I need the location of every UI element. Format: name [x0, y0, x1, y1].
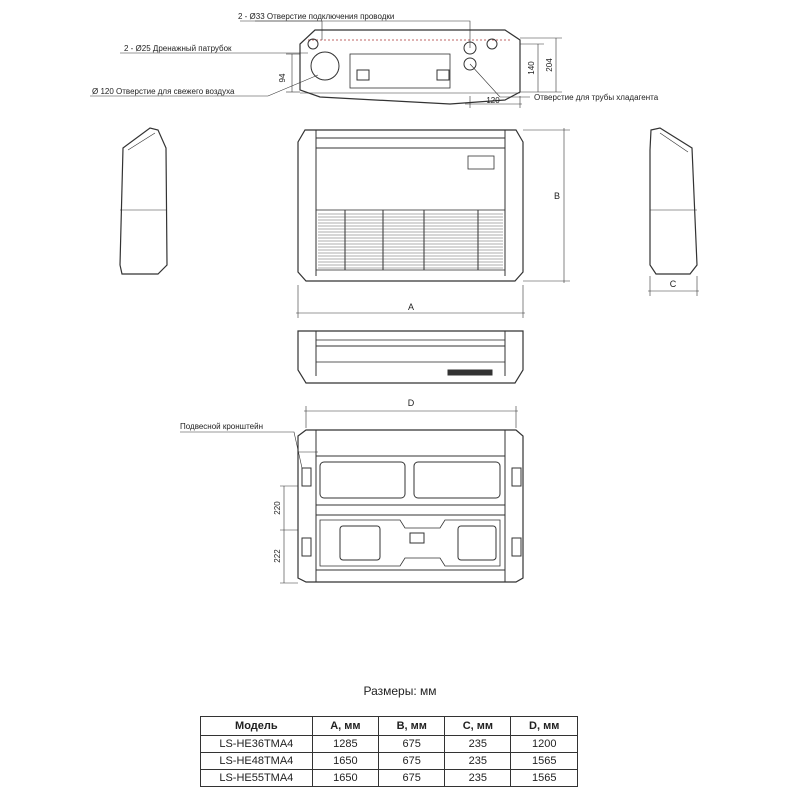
- plan-view: [298, 430, 523, 582]
- cell-model: LS-HE55TMA4: [201, 770, 313, 787]
- dim-120: 120: [486, 96, 500, 105]
- dim-b: B: [553, 191, 561, 201]
- dim-c: C: [669, 279, 677, 289]
- header-model: Модель: [201, 717, 313, 736]
- left-side-view: [120, 128, 167, 274]
- cell-c: 235: [445, 753, 511, 770]
- cell-model: LS-HE36TMA4: [201, 736, 313, 753]
- top-leaders: [90, 21, 530, 97]
- cell-b: 675: [379, 770, 445, 787]
- refrigerant-pipe-label: Отверстие для трубы хладагента: [534, 93, 659, 102]
- cell-d: 1200: [511, 736, 578, 753]
- dim-222: 222: [273, 549, 282, 563]
- cell-c: 235: [445, 736, 511, 753]
- cell-b: 675: [379, 753, 445, 770]
- cell-c: 235: [445, 770, 511, 787]
- cell-a: 1650: [312, 753, 379, 770]
- header-d: D, мм: [511, 717, 578, 736]
- right-side-view: [650, 128, 697, 274]
- header-a: A, мм: [312, 717, 379, 736]
- plan-dims: [180, 406, 518, 583]
- hanger-label: Подвесной кронштейн: [180, 422, 264, 431]
- drain-pipe-label: 2 - Ø25 Дренажный патрубок: [124, 44, 232, 53]
- dim-220: 220: [273, 501, 282, 515]
- dimensions-caption: Размеры: мм: [363, 684, 437, 698]
- wiring-hole-label: 2 - Ø33 Отверстие подключения проводки: [238, 12, 395, 21]
- cell-b: 675: [379, 736, 445, 753]
- table-row: [201, 736, 578, 753]
- table-row: [201, 753, 578, 770]
- cell-a: 1650: [312, 770, 379, 787]
- header-c: C, мм: [445, 717, 511, 736]
- dim-204: 204: [545, 58, 554, 72]
- fresh-air-label: Ø 120 Отверстие для свежего воздуха: [92, 87, 235, 96]
- cell-model: LS-HE48TMA4: [201, 753, 313, 770]
- top-view: [300, 30, 520, 104]
- cell-d: 1565: [511, 753, 578, 770]
- dim-a: A: [407, 302, 415, 312]
- table-row: [201, 770, 578, 787]
- header-b: B, мм: [379, 717, 445, 736]
- dim-140: 140: [527, 61, 536, 75]
- cell-d: 1565: [511, 770, 578, 787]
- front-view: [298, 130, 523, 281]
- bottom-elevation-view: [298, 331, 523, 383]
- model-dimensions-table: [200, 716, 578, 787]
- cell-a: 1285: [312, 736, 379, 753]
- table-header-row: [201, 717, 578, 736]
- dim-94: 94: [278, 73, 287, 83]
- dim-d: D: [407, 398, 415, 408]
